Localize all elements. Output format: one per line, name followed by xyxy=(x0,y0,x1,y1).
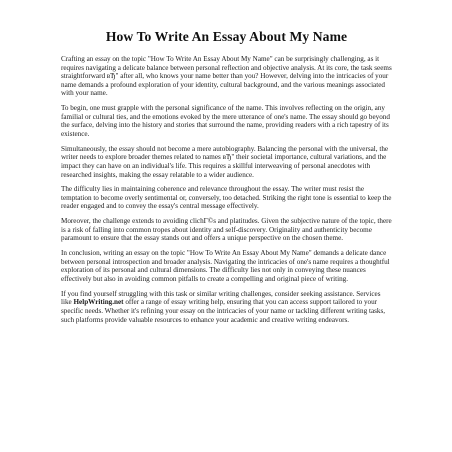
paragraph-conclusion: In conclusion, writing an essay on the topic "How To Write An Essay About My Name" demands a delicate dance between personal introspection and broader analysis. Navigating the intricacies of one's name requires a thoughtful exploration of its personal and cultural dimensions. The difficulty lies not only in conveying these nuances effectively but also in avoiding common pitfalls to create a compelling and original piece of writing. xyxy=(61,249,390,283)
helpwriting-link[interactable]: HelpWriting.net xyxy=(73,298,124,307)
closing-text-after: offer a range of essay writing help, ensuring that you can access support tailored to your specific needs. Whether it's refining your essay on the intricacies of your name or tackling different writing tasks, such platforms provide valuable resources to enhance your academic and creative writing endeavors. xyxy=(61,298,386,324)
closing-text-before: If you find yourself struggling with this task or similar writing challenges, consider seeking assistance. Services like xyxy=(61,289,381,307)
paragraph-balance: Simultaneously, the essay should not become a mere autobiography. Balancing the personal with the universal, the writer needs to explore broader themes related to names вЂ" their societal importance, cultural variations, and the impact they can have on an individual's life. This requires a skillful interweaving of personal anecdotes with researched insights, making the essay relatable to a wider audience. xyxy=(61,144,389,179)
paragraph-closing xyxy=(61,290,392,324)
document-title: How To Write An Essay About My Name xyxy=(105,29,348,44)
paragraph-cliches: Moreover, the challenge extends to avoiding clichГ©s and platitudes. Given the subjective nature of the topic, there is a risk of falling into common tropes about identity and self-discovery. Originality and authenticity become paramount to ensure that the essay stands out and offers a unique perspective on the chosen theme. xyxy=(61,217,392,243)
paragraph-intro: Crafting an essay on the topic "How To Write An Essay About My Name" can be surprisingly challenging, as it requires navigating a delicate balance between personal reflection and objective analysis. At its core, the task seems straightforward вЂ" after all, who knows your name better than you? However, delving into the intricacies of your name demands a profound exploration of your identity, cultural background, and the various meanings associated with your name. xyxy=(61,55,392,98)
paragraph-personal-significance: To begin, one must grapple with the personal significance of the name. This involves reflecting on the origin, any familial or cultural ties, and the emotions evoked by the mere utterance of one's name. The essay should go beyond the surface, delving into the history and stories that surround the name, providing readers with a rich tapestry of its existence. xyxy=(61,104,390,138)
paragraph-coherence: The difficulty lies in maintaining coherence and relevance throughout the essay. The writer must resist the temptation to become overly sentimental or, conversely, too detached. Striking the right tone is essential to keep the reader engaged and to convey the essay's central message effectively. xyxy=(61,185,392,211)
